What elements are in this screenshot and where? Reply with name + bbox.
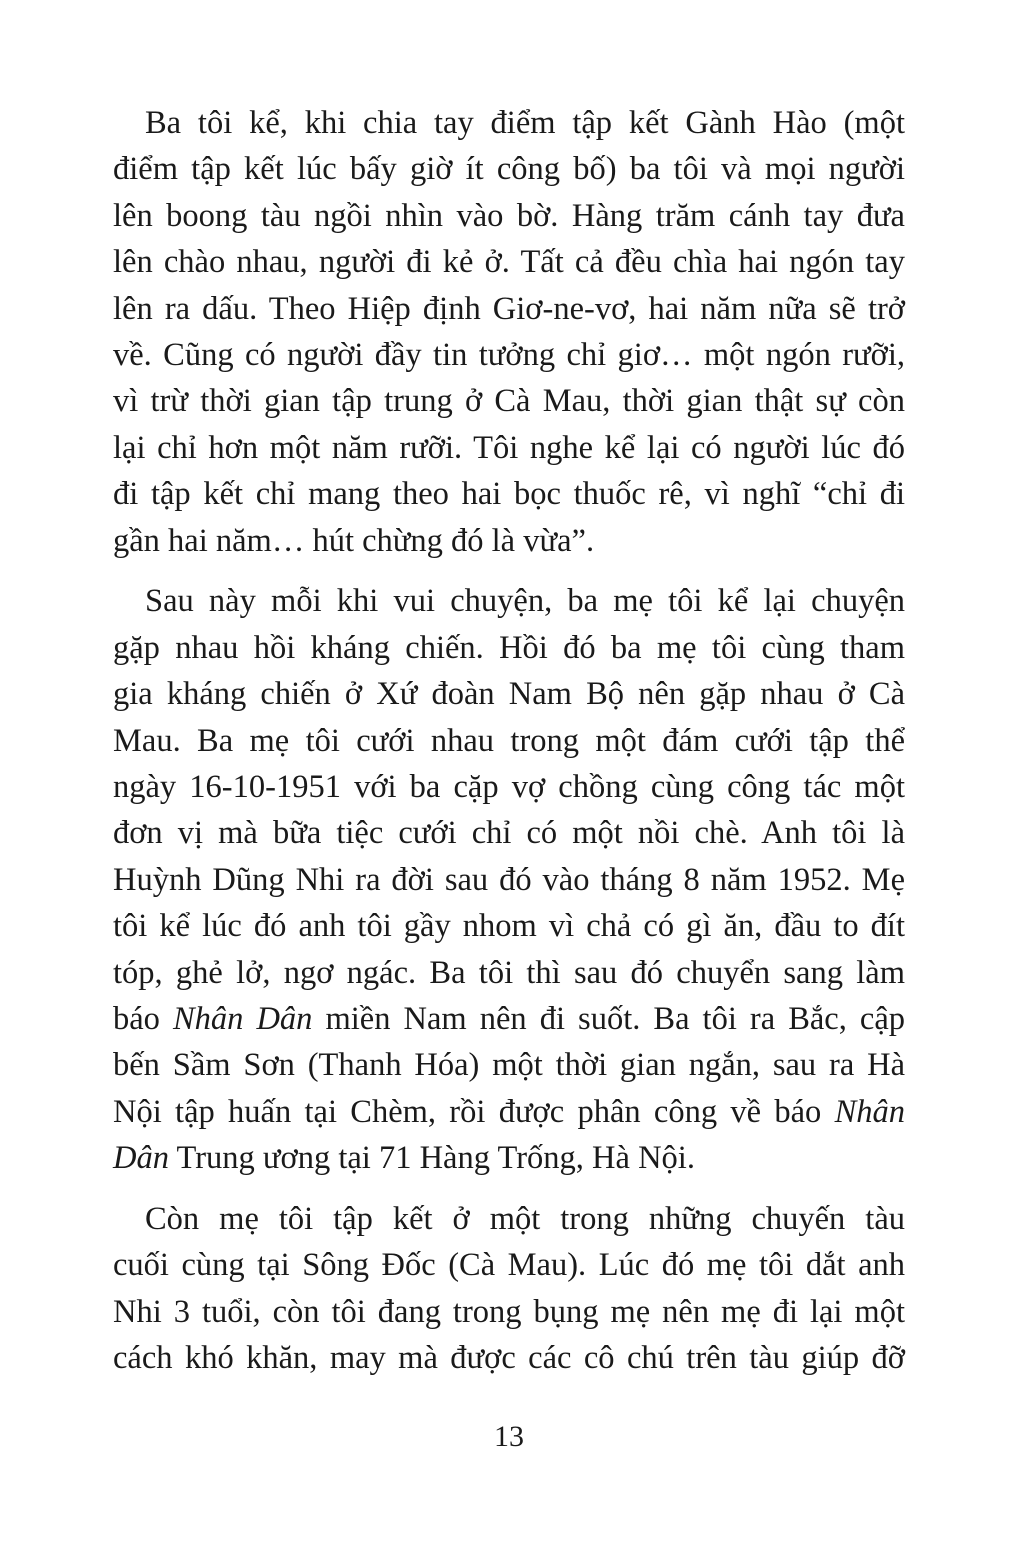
text-segment: Nội tập huấn tại Chèm, rồi được phân công về báo (113, 1093, 835, 1130)
text-segment: tôi kể lúc đó anh tôi gầy nhom vì chả có gì ăn, đầu to đít (113, 908, 905, 945)
text-segment: cuối cùng tại Sông Đốc (Cà Mau). Lúc đó mẹ tôi dắt anh (113, 1247, 905, 1284)
text-line (113, 810, 905, 856)
text-segment: ngày 16-10-1951 với ba cặp vợ chồng cùng công tác một (113, 768, 905, 805)
text-line (113, 764, 905, 810)
text-segment: cách khó khăn, may mà được các cô chú trên tàu giúp đỡ (113, 1340, 905, 1377)
text-line (113, 1242, 905, 1288)
text-segment: Ba tôi kể, khi chia tay điểm tập kết Gành Hào (một (145, 105, 905, 141)
text-segment: tóp, ghẻ lở, ngơ ngác. Ba tôi thì sau đó chuyển sang làm (113, 954, 905, 991)
text-segment: gần hai năm… hút chừng đó là vừa”. (113, 522, 595, 559)
text-line (113, 625, 905, 671)
text-line (113, 100, 905, 146)
text-line (113, 1135, 905, 1181)
text-segment: đơn vị mà bữa tiệc cưới chỉ có một nồi chè. Anh tôi là (113, 815, 905, 852)
text-segment: Trung ương tại 71 Hàng Trống, Hà Nội. (168, 1140, 695, 1177)
text-line (113, 671, 905, 717)
text-segment: gia kháng chiến ở Xứ đoàn Nam Bộ nên gặp nhau ở Cà (113, 676, 905, 713)
text-line (113, 471, 905, 517)
text-line (113, 518, 905, 564)
text-segment: bến Sầm Sơn (Thanh Hóa) một thời gian ngắn, sau ra Hà (113, 1047, 905, 1084)
text-line (113, 903, 905, 949)
text-line (113, 1089, 905, 1135)
text-segment: Còn mẹ tôi tập kết ở một trong những chuyến tàu (145, 1200, 905, 1237)
text-line (113, 1335, 905, 1381)
italic-text: Nhân (834, 1093, 905, 1130)
text-segment: gặp nhau hồi kháng chiến. Hồi đó ba mẹ tôi cùng tham (113, 629, 905, 666)
text-line (113, 425, 905, 471)
text-line (113, 578, 905, 624)
text-line (113, 1042, 905, 1088)
paragraph (113, 100, 905, 564)
text-line (113, 950, 905, 996)
page-number: 13 (494, 1420, 524, 1453)
text-line (113, 718, 905, 764)
text-segment: lên chào nhau, người đi kẻ ở. Tất cả đều chìa hai ngón tay (113, 244, 905, 281)
text-line (113, 857, 905, 903)
text-line (113, 1196, 905, 1242)
text-line (113, 239, 905, 285)
text-line (113, 1289, 905, 1335)
text-line (113, 332, 905, 378)
text-segment: về. Cũng có người đầy tin tưởng chỉ giơ… một ngón rưỡi, (113, 336, 905, 373)
text-segment: miền Nam nên đi suốt. Ba tôi ra Bắc, cập (312, 1000, 905, 1037)
text-segment: Mau. Ba mẹ tôi cưới nhau trong một đám cưới tập thể (113, 722, 905, 759)
text-segment: Nhi 3 tuổi, còn tôi đang trong bụng mẹ nên mẹ đi lại một (113, 1293, 905, 1330)
text-segment: vì trừ thời gian tập trung ở Cà Mau, thời gian thật sự còn (113, 383, 905, 420)
text-segment: lại chỉ hơn một năm rưỡi. Tôi nghe kể lại có người lúc đó (113, 429, 905, 466)
paragraph (113, 578, 905, 1181)
text-line (113, 146, 905, 192)
text-segment: đi tập kết chỉ mang theo hai bọc thuốc rê, vì nghĩ “chỉ đi (113, 476, 905, 513)
italic-text: Dân (113, 1140, 169, 1177)
text-line (113, 286, 905, 332)
text-segment: lên ra dấu. Theo Hiệp định Giơ-ne-vơ, hai năm nữa sẽ trở (113, 290, 905, 327)
text-line (113, 996, 905, 1042)
text-line (113, 378, 905, 424)
text-segment: Huỳnh Dũng Nhi ra đời sau đó vào tháng 8 năm 1952. Mẹ (113, 861, 905, 898)
paragraph (113, 1196, 905, 1382)
page-body-text (113, 100, 905, 1396)
italic-text: Nhân Dân (172, 1000, 313, 1037)
text-line (113, 193, 905, 239)
text-segment: lên boong tàu ngồi nhìn vào bờ. Hàng trăm cánh tay đưa (113, 197, 905, 234)
text-segment: báo (113, 1000, 173, 1037)
text-segment: điểm tập kết lúc bấy giờ ít công bố) ba tôi và mọi người (113, 151, 905, 188)
text-segment: Sau này mỗi khi vui chuyện, ba mẹ tôi kể lại chuyện (145, 583, 905, 620)
